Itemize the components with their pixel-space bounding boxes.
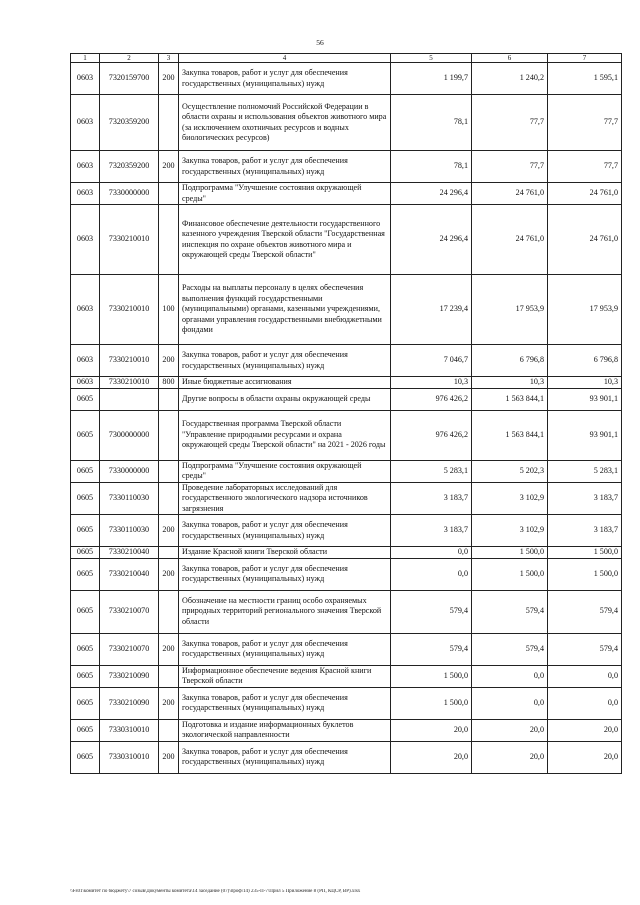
expense-name: Закупка товаров, работ и услуг для обеспечения государственных (муниципальных) нужд [179,63,391,95]
section-code: 0605 [71,741,100,773]
amount-year-1: 976 426,2 [391,410,472,460]
expense-name: Закупка товаров, работ и услуг для обеспечения государственных (муниципальных) нужд [179,151,391,183]
expense-name: Подпрограмма "Улучшение состояния окружающей среды" [179,183,391,205]
amount-year-3: 579,4 [548,633,622,665]
section-code: 0605 [71,388,100,410]
expense-name: Другие вопросы в области охраны окружающей среды [179,388,391,410]
amount-year-3: 24 761,0 [548,205,622,275]
amount-year-1: 20,0 [391,741,472,773]
expense-type-code [159,590,179,633]
amount-year-3: 1 500,0 [548,558,622,590]
amount-year-1: 24 296,4 [391,205,472,275]
amount-year-1: 10,3 [391,377,472,389]
amount-year-1: 976 426,2 [391,388,472,410]
target-article-code: 7330110030 [100,482,159,515]
expense-type-code: 200 [159,741,179,773]
table-row [71,151,622,183]
amount-year-1: 5 283,1 [391,460,472,482]
expense-type-code: 200 [159,633,179,665]
expense-type-code [159,410,179,460]
target-article-code: 7330210090 [100,687,159,719]
expense-type-code [159,183,179,205]
amount-year-3: 1 500,0 [548,547,622,559]
amount-year-2: 77,7 [472,95,548,151]
expense-name: Иные бюджетные ассигнования [179,377,391,389]
section-code: 0605 [71,590,100,633]
target-article-code: 7320359200 [100,151,159,183]
table-row [71,345,622,377]
amount-year-1: 1 500,0 [391,687,472,719]
amount-year-2: 1 500,0 [472,558,548,590]
amount-year-1: 1 500,0 [391,665,472,687]
expense-name: Закупка товаров, работ и услуг для обеспечения государственных (муниципальных) нужд [179,741,391,773]
section-code: 0605 [71,665,100,687]
amount-year-1: 579,4 [391,590,472,633]
amount-year-1: 3 183,7 [391,515,472,547]
section-code: 0605 [71,558,100,590]
amount-year-2: 1 240,2 [472,63,548,95]
table-row [71,410,622,460]
amount-year-1: 3 183,7 [391,482,472,515]
expense-name: Обозначение на местности границ особо охраняемых природных территорий регионального значения Тверской области [179,590,391,633]
amount-year-2: 1 500,0 [472,547,548,559]
section-code: 0605 [71,687,100,719]
section-code: 0603 [71,377,100,389]
amount-year-1: 78,1 [391,95,472,151]
expense-name: Осуществление полномочий Российской Федерации в области охраны и использования объектов животного мира (за исключением охотничьих ресурсов и водных биологических ресурсов) [179,95,391,151]
section-code: 0605 [71,482,100,515]
amount-year-2: 579,4 [472,590,548,633]
amount-year-3: 10,3 [548,377,622,389]
target-article-code: 7330210040 [100,558,159,590]
amount-year-1: 1 199,7 [391,63,472,95]
amount-year-3: 20,0 [548,741,622,773]
table-row [71,275,622,345]
amount-year-2: 579,4 [472,633,548,665]
amount-year-3: 17 953,9 [548,275,622,345]
expense-type-code: 200 [159,515,179,547]
amount-year-1: 78,1 [391,151,472,183]
amount-year-1: 0,0 [391,558,472,590]
amount-year-3: 5 283,1 [548,460,622,482]
amount-year-1: 20,0 [391,719,472,741]
section-code: 0603 [71,205,100,275]
expense-type-code [159,482,179,515]
amount-year-1: 17 239,4 [391,275,472,345]
amount-year-3: 24 761,0 [548,183,622,205]
target-article-code: 7330210010 [100,345,159,377]
expense-type-code: 100 [159,275,179,345]
amount-year-3: 93 901,1 [548,410,622,460]
table-row [71,590,622,633]
target-article-code: 7330110030 [100,515,159,547]
amount-year-2: 10,3 [472,377,548,389]
target-article-code: 7300000000 [100,410,159,460]
amount-year-1: 7 046,7 [391,345,472,377]
expense-name: Подпрограмма "Улучшение состояния окружающей среды" [179,460,391,482]
amount-year-2: 5 202,3 [472,460,548,482]
amount-year-2: 3 102,9 [472,515,548,547]
target-article-code: 7330210070 [100,633,159,665]
table-row [71,183,622,205]
target-article-code: 7330310010 [100,741,159,773]
section-code: 0603 [71,275,100,345]
table-row [71,665,622,687]
amount-year-3: 3 183,7 [548,482,622,515]
expense-type-code [159,95,179,151]
column-number: 3 [159,54,179,63]
amount-year-2: 77,7 [472,151,548,183]
section-code: 0605 [71,633,100,665]
expense-type-code: 200 [159,63,179,95]
amount-year-2: 1 563 844,1 [472,388,548,410]
table-row [71,515,622,547]
table-row [71,558,622,590]
section-code: 0605 [71,719,100,741]
section-code: 0605 [71,515,100,547]
amount-year-3: 93 901,1 [548,388,622,410]
expense-name: Издание Красной книги Тверской области [179,547,391,559]
table-row [71,377,622,389]
amount-year-3: 0,0 [548,665,622,687]
amount-year-2: 17 953,9 [472,275,548,345]
expense-type-code [159,665,179,687]
table-row [71,63,622,95]
section-code: 0603 [71,151,100,183]
amount-year-2: 6 796,8 [472,345,548,377]
column-number: 7 [548,54,622,63]
amount-year-2: 0,0 [472,687,548,719]
expense-name: Финансовое обеспечение деятельности государственного казенного учреждения Тверской области "Государственная инспекция по охране объектов животного мира и окружающей среды Тверской области" [179,205,391,275]
expense-name: Подготовка и издание информационных буклетов экологической направленности [179,719,391,741]
table-row [71,741,622,773]
amount-year-2: 0,0 [472,665,548,687]
expense-type-code [159,460,179,482]
budget-table [70,53,622,774]
amount-year-1: 0,0 [391,547,472,559]
expense-type-code: 200 [159,345,179,377]
section-code: 0605 [71,410,100,460]
table-row [71,687,622,719]
amount-year-3: 20,0 [548,719,622,741]
column-number: 2 [100,54,159,63]
target-article-code: 7320159700 [100,63,159,95]
expense-type-code [159,388,179,410]
expense-name: Закупка товаров, работ и услуг для обеспечения государственных (муниципальных) нужд [179,345,391,377]
table-row [71,205,622,275]
file-path-footer: \\Fs01\комитет по бюджету\7 созыв\Документы комитета\14 заседание (07)\проф\14) 235-П-7\Прил 5 Приложение 8 (РП, КЦСР, ВР).xlsx [70,889,361,894]
section-code: 0603 [71,63,100,95]
amount-year-2: 24 761,0 [472,205,548,275]
amount-year-3: 1 595,1 [548,63,622,95]
target-article-code [100,388,159,410]
expense-type-code: 200 [159,151,179,183]
expense-name: Закупка товаров, работ и услуг для обеспечения государственных (муниципальных) нужд [179,558,391,590]
column-numbers-row [71,54,622,63]
amount-year-2: 24 761,0 [472,183,548,205]
expense-name: Информационное обеспечение ведения Красной книги Тверской области [179,665,391,687]
amount-year-1: 579,4 [391,633,472,665]
amount-year-3: 3 183,7 [548,515,622,547]
target-article-code: 7330210010 [100,377,159,389]
expense-type-code: 200 [159,687,179,719]
target-article-code: 7330210090 [100,665,159,687]
expense-name: Проведение лабораторных исследований для государственного экологического надзора источников загрязнения [179,482,391,515]
table-row [71,95,622,151]
column-number: 4 [179,54,391,63]
target-article-code: 7330000000 [100,183,159,205]
expense-type-code: 800 [159,377,179,389]
expense-name: Закупка товаров, работ и услуг для обеспечения государственных (муниципальных) нужд [179,515,391,547]
table-row [71,547,622,559]
expense-type-code: 200 [159,558,179,590]
column-number: 1 [71,54,100,63]
amount-year-3: 579,4 [548,590,622,633]
target-article-code: 7330210010 [100,275,159,345]
amount-year-3: 77,7 [548,151,622,183]
target-article-code: 7330310010 [100,719,159,741]
expense-name: Закупка товаров, работ и услуг для обеспечения государственных (муниципальных) нужд [179,687,391,719]
section-code: 0603 [71,183,100,205]
target-article-code: 7330210070 [100,590,159,633]
target-article-code: 7320359200 [100,95,159,151]
column-number: 6 [472,54,548,63]
table-row [71,460,622,482]
section-code: 0605 [71,460,100,482]
table-row [71,388,622,410]
section-code: 0605 [71,547,100,559]
section-code: 0603 [71,345,100,377]
page-number: 56 [316,38,324,47]
expense-type-code [159,719,179,741]
amount-year-2: 1 563 844,1 [472,410,548,460]
table-row [71,719,622,741]
amount-year-2: 3 102,9 [472,482,548,515]
table-row [71,633,622,665]
table-row [71,482,622,515]
section-code: 0603 [71,95,100,151]
amount-year-1: 24 296,4 [391,183,472,205]
amount-year-3: 77,7 [548,95,622,151]
expense-name: Закупка товаров, работ и услуг для обеспечения государственных (муниципальных) нужд [179,633,391,665]
column-number: 5 [391,54,472,63]
target-article-code: 7330210010 [100,205,159,275]
expense-name: Государственная программа Тверской области "Управление природными ресурсами и охрана окружающей среды Тверской области" на 2021 - 2026 годы [179,410,391,460]
amount-year-3: 0,0 [548,687,622,719]
expense-type-code [159,205,179,275]
target-article-code: 7330000000 [100,460,159,482]
amount-year-2: 20,0 [472,741,548,773]
expense-type-code [159,547,179,559]
expense-name: Расходы на выплаты персоналу в целях обеспечения выполнения функций государственными (муниципальными) органами, казенными учреждениями, органами управления государственными внебюджетными фондами [179,275,391,345]
amount-year-3: 6 796,8 [548,345,622,377]
target-article-code: 7330210040 [100,547,159,559]
amount-year-2: 20,0 [472,719,548,741]
